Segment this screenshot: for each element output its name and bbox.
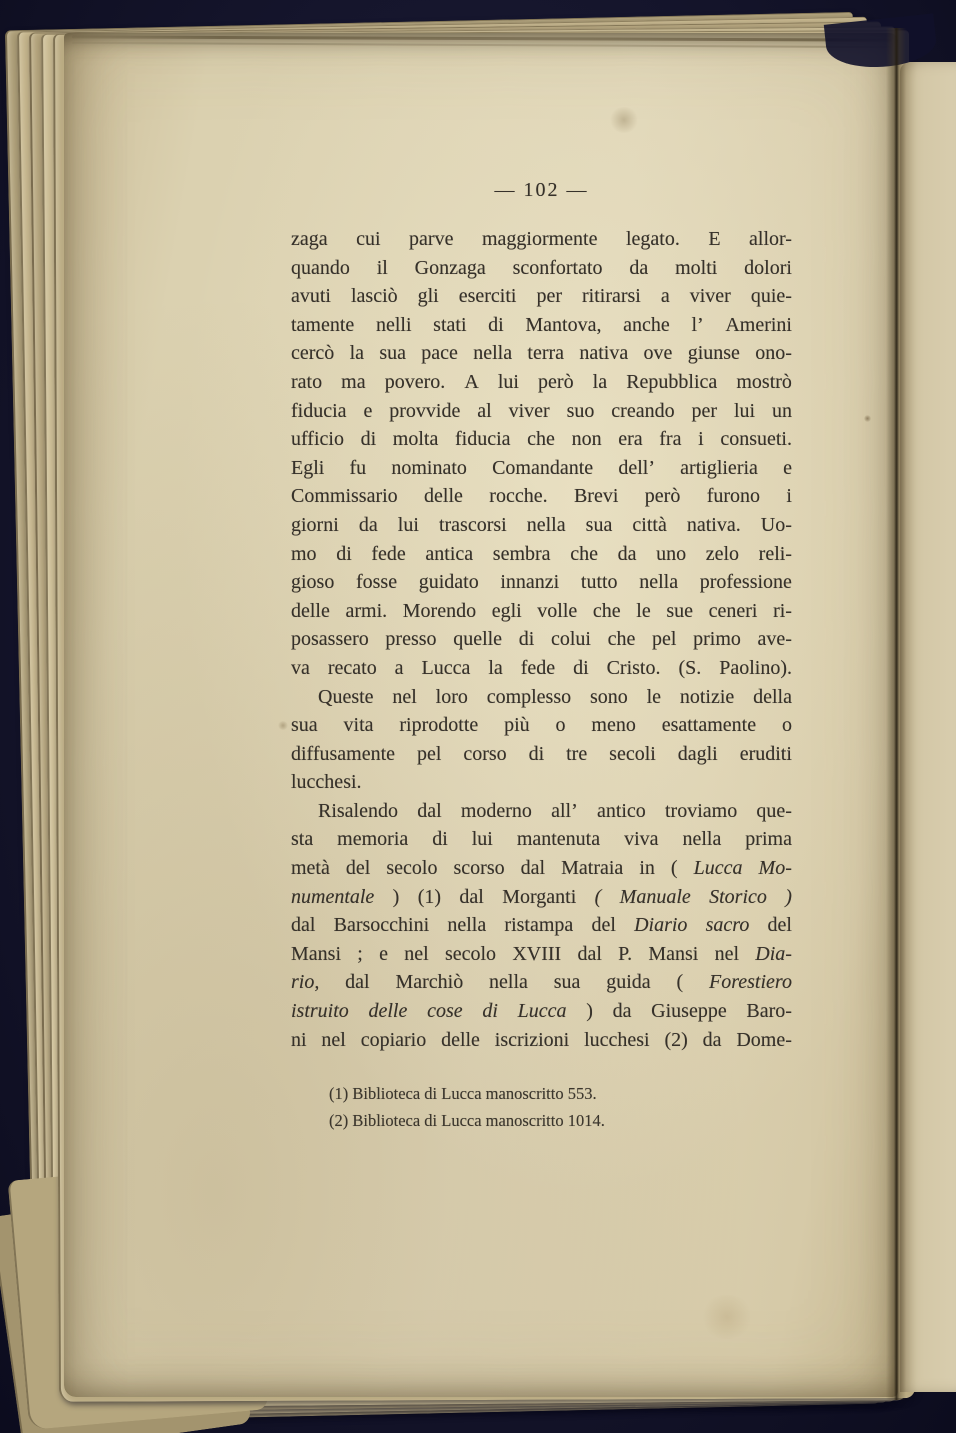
word: prima xyxy=(745,828,792,851)
word: ( xyxy=(676,971,684,994)
word: professione xyxy=(699,571,792,594)
word: pel xyxy=(416,742,442,765)
word: ri- xyxy=(773,599,792,622)
word: gli xyxy=(417,285,439,308)
footnote: (2) Biblioteca di Lucca manoscritto 1014. xyxy=(329,1111,605,1131)
page-top-edge xyxy=(72,35,892,41)
word: il xyxy=(376,256,388,279)
word: Amerini xyxy=(725,313,792,336)
word: ono- xyxy=(755,342,792,365)
word: parve xyxy=(409,228,454,250)
word: secoli xyxy=(609,742,656,765)
word: a xyxy=(394,656,404,679)
word: nativa xyxy=(579,342,629,365)
word: loro xyxy=(435,685,468,708)
word: che xyxy=(570,542,598,565)
word: rio, xyxy=(291,971,320,994)
word: di xyxy=(518,628,535,651)
word: dal xyxy=(417,799,442,822)
word: sono xyxy=(589,685,628,708)
word: trascorsi xyxy=(438,513,507,536)
word: moderno xyxy=(460,799,532,822)
word: delle xyxy=(424,485,463,508)
text-line xyxy=(291,740,792,769)
word: dolori xyxy=(744,256,792,279)
word: sua xyxy=(291,714,318,737)
word: di xyxy=(488,313,504,336)
word: Egli xyxy=(291,456,325,479)
text-line xyxy=(291,597,792,626)
word: non xyxy=(571,428,602,451)
word: antico xyxy=(596,799,646,822)
word: ceneri xyxy=(708,599,758,622)
word: delle xyxy=(441,1028,480,1051)
word: avuti xyxy=(291,285,331,308)
word: Mantova, xyxy=(525,313,602,336)
text-line xyxy=(291,339,792,368)
word: ave- xyxy=(757,628,792,651)
word: Matraia xyxy=(561,857,624,880)
word: P. xyxy=(618,942,633,965)
word: ) xyxy=(785,885,792,908)
word: Forestiero xyxy=(709,971,792,994)
word: consueti. xyxy=(720,428,792,451)
word: nominato xyxy=(391,456,467,479)
word: Brevi xyxy=(573,485,619,508)
word: provvide xyxy=(389,399,461,422)
text-line xyxy=(291,940,792,969)
word: lasciò xyxy=(350,285,398,308)
footnote: (1) Biblioteca di Lucca manoscritto 553. xyxy=(329,1084,597,1104)
word: zaga xyxy=(291,228,328,250)
word: mantenuta xyxy=(516,828,601,851)
word: ) xyxy=(586,1000,593,1023)
word: la xyxy=(592,370,608,393)
word: all’ xyxy=(551,799,578,822)
word: corso xyxy=(463,742,507,765)
word: legato. xyxy=(625,228,680,250)
word: colui xyxy=(550,628,591,651)
word: dal xyxy=(520,857,546,880)
word: fiducia xyxy=(454,428,511,451)
word: sta xyxy=(291,828,314,851)
word: molti xyxy=(675,256,718,279)
word: era xyxy=(618,428,643,451)
word: nella xyxy=(447,914,487,937)
text-line xyxy=(291,568,792,597)
word: dell’ xyxy=(618,456,655,479)
word: sembra xyxy=(492,542,551,565)
word: e xyxy=(379,942,388,965)
word: istruito xyxy=(291,1000,349,1023)
word: complesso xyxy=(486,685,572,708)
word: recato xyxy=(327,656,377,679)
word: creando xyxy=(611,399,675,422)
word: Diario xyxy=(634,914,688,937)
word: quando xyxy=(291,256,350,279)
word: nella xyxy=(489,971,528,994)
page-text-block xyxy=(291,179,792,1134)
word: per xyxy=(536,285,563,308)
word: che xyxy=(592,599,621,622)
paper-stain xyxy=(864,415,871,422)
word: A xyxy=(464,370,479,393)
page-body xyxy=(291,225,792,1054)
word: che xyxy=(527,428,555,451)
word: sacro xyxy=(705,914,750,937)
word: nativa. xyxy=(686,513,741,536)
word: dal xyxy=(345,971,370,994)
word: fede xyxy=(371,542,406,565)
text-line xyxy=(291,282,792,311)
word: quelle xyxy=(453,628,503,651)
word: l’ xyxy=(691,313,704,336)
word: nella xyxy=(682,828,722,851)
word: anche xyxy=(623,313,670,336)
word: o xyxy=(555,714,566,737)
word: di xyxy=(336,542,352,565)
text-line xyxy=(291,854,792,883)
word: e xyxy=(783,456,792,479)
word: delle xyxy=(368,1000,408,1023)
word: Morendo xyxy=(402,599,477,622)
word: nel xyxy=(321,1028,346,1051)
word: dal xyxy=(459,885,484,908)
word: mo xyxy=(291,542,317,565)
text-line xyxy=(291,311,792,340)
word: Marchiò xyxy=(395,971,464,994)
word: Comandante xyxy=(492,456,594,479)
word: al xyxy=(477,399,492,422)
text-line xyxy=(291,683,792,712)
paper-stain xyxy=(609,107,639,133)
footnotes xyxy=(291,1080,792,1134)
word: sconfortato xyxy=(512,256,603,279)
adjacent-page xyxy=(900,62,956,1392)
word: tamente xyxy=(291,313,355,336)
word: o xyxy=(781,714,792,737)
word: ristampa xyxy=(504,914,574,937)
word: tutto xyxy=(580,571,618,594)
word: stati xyxy=(433,313,467,336)
word: ma xyxy=(341,370,366,393)
word: viver xyxy=(689,285,731,308)
word: nella xyxy=(526,513,566,536)
word: però xyxy=(538,370,574,393)
word: Repubblica xyxy=(626,370,718,393)
word: Dome- xyxy=(736,1028,792,1051)
word: a xyxy=(660,285,670,308)
word: egli xyxy=(491,599,522,622)
word: giorni xyxy=(291,513,339,536)
text-line xyxy=(291,482,792,511)
word: rato xyxy=(291,370,323,393)
word: di xyxy=(360,428,377,451)
word: E xyxy=(708,228,721,250)
word: lucchesi. xyxy=(291,771,362,794)
word: le xyxy=(636,599,651,622)
word: lui xyxy=(471,828,493,851)
word: eruditi xyxy=(739,742,792,765)
text-line xyxy=(291,425,792,454)
word: guida xyxy=(606,971,651,994)
word: di xyxy=(482,1000,498,1023)
word: della xyxy=(753,685,792,708)
text-line xyxy=(291,997,792,1026)
word: fede xyxy=(520,656,556,679)
word: Cristo. xyxy=(606,656,661,679)
word: lui xyxy=(497,370,519,393)
word: povero. xyxy=(384,370,446,393)
word: di xyxy=(573,656,589,679)
word: primo xyxy=(693,628,741,651)
text-line xyxy=(291,625,792,654)
word: dal xyxy=(291,914,316,937)
word: le xyxy=(646,685,662,708)
word: suo xyxy=(566,399,595,422)
word: i xyxy=(786,485,792,508)
word: città xyxy=(632,513,667,536)
word: Queste xyxy=(318,685,374,708)
page-top-edge xyxy=(72,42,892,48)
word: secolo xyxy=(386,857,438,880)
word: Uo- xyxy=(760,513,792,536)
word: per xyxy=(691,399,718,422)
word: ritirarsi xyxy=(582,285,641,308)
word: lucchesi xyxy=(584,1028,650,1051)
word: Gonzaga xyxy=(414,256,486,279)
word: que- xyxy=(756,799,792,822)
word: innanzi xyxy=(500,571,560,594)
text-line xyxy=(291,368,792,397)
word: cose xyxy=(427,1000,463,1023)
word: (2) xyxy=(664,1028,688,1051)
text-line xyxy=(291,711,792,740)
word: nel xyxy=(392,685,417,708)
word: la xyxy=(349,342,365,365)
text-line xyxy=(291,511,792,540)
word: (S. xyxy=(678,656,702,679)
word: i xyxy=(698,428,704,451)
text-line xyxy=(291,825,792,854)
word: guidato xyxy=(418,571,479,594)
word: Lucca xyxy=(693,857,743,880)
word: allor- xyxy=(749,228,792,250)
word: ni xyxy=(291,1028,307,1051)
word: gioso xyxy=(291,571,335,594)
word: dagli xyxy=(677,742,718,765)
text-line xyxy=(291,883,792,912)
word: Mansi xyxy=(648,942,699,965)
word: furono xyxy=(706,485,761,508)
word: Mansi xyxy=(291,942,341,965)
word: però xyxy=(644,485,681,508)
word: vita xyxy=(343,714,374,737)
word: artiglieria xyxy=(680,456,758,479)
word: di xyxy=(432,828,448,851)
word: meno xyxy=(591,714,636,737)
word: mostrò xyxy=(736,370,792,393)
word: del xyxy=(345,857,371,880)
word: pace xyxy=(421,342,458,365)
word: cercò xyxy=(291,342,335,365)
text-line xyxy=(291,968,792,997)
word: memoria xyxy=(337,828,409,851)
word: nel xyxy=(714,942,740,965)
text-line xyxy=(291,454,792,483)
word: reli- xyxy=(758,542,792,565)
word: ( xyxy=(594,885,602,908)
word: sua xyxy=(585,513,613,536)
paper-stain xyxy=(700,1295,754,1339)
word: Barsocchini xyxy=(333,914,430,937)
word: del xyxy=(591,914,616,937)
word: da xyxy=(612,1000,632,1023)
page-number: — 102 — xyxy=(494,179,589,201)
word: Mo- xyxy=(758,857,792,880)
word: delle xyxy=(291,599,330,622)
word: rocche. xyxy=(489,485,548,508)
word: terra xyxy=(527,342,565,365)
word: sua xyxy=(553,971,581,994)
word: Storico xyxy=(709,885,767,908)
word: armi. xyxy=(345,599,388,622)
word: viver xyxy=(508,399,550,422)
text-line xyxy=(291,254,792,283)
word: di xyxy=(528,742,545,765)
word: quie- xyxy=(750,285,792,308)
word: posassero xyxy=(291,628,369,651)
word: ove xyxy=(643,342,673,365)
word: eserciti xyxy=(458,285,517,308)
word: XVIII xyxy=(512,942,562,965)
word: antica xyxy=(425,542,474,565)
word: nel xyxy=(404,942,429,965)
paper-stain xyxy=(278,721,288,730)
word: del xyxy=(767,914,792,937)
word: ( xyxy=(670,857,678,880)
word: Risalendo xyxy=(318,799,398,822)
word: (1) xyxy=(417,885,442,908)
word: la xyxy=(488,656,503,679)
word: fra xyxy=(659,428,682,451)
book-page xyxy=(64,33,898,1397)
word: sue xyxy=(666,599,693,622)
text-line xyxy=(291,397,792,426)
word: volle xyxy=(537,599,578,622)
text-line xyxy=(291,225,792,254)
word: da xyxy=(629,256,649,279)
word: nella xyxy=(639,571,679,594)
word: copiario xyxy=(360,1028,427,1051)
word: nelli xyxy=(375,313,412,336)
word: secolo xyxy=(444,942,497,965)
word: dal xyxy=(577,942,602,965)
word: iscrizioni xyxy=(494,1028,570,1051)
text-line xyxy=(291,911,792,940)
word: Dia- xyxy=(755,942,792,965)
word: metà xyxy=(291,857,330,880)
book-gutter xyxy=(886,28,906,1400)
word: fiducia xyxy=(291,399,347,422)
text-line xyxy=(291,768,792,797)
text-line xyxy=(291,654,792,683)
word: Giuseppe xyxy=(651,1000,727,1023)
word: esattamente xyxy=(661,714,757,737)
word: da xyxy=(358,513,378,536)
word: da xyxy=(617,542,637,565)
word: numentale xyxy=(291,885,375,908)
word: presso xyxy=(385,628,437,651)
word: in xyxy=(639,857,655,880)
word: giunse xyxy=(687,342,740,365)
word: molta xyxy=(392,428,439,451)
word: viva xyxy=(624,828,659,851)
word: maggiormente xyxy=(481,228,598,250)
word: lui xyxy=(733,399,756,422)
word: Baro- xyxy=(746,1000,792,1023)
word: Paolino). xyxy=(719,656,792,679)
word: tre xyxy=(566,742,588,765)
word: fu xyxy=(349,456,367,479)
word: un xyxy=(771,399,792,422)
word: va xyxy=(291,656,310,679)
word: sua xyxy=(379,342,406,365)
word: riprodotte xyxy=(399,714,479,737)
word: cui xyxy=(356,228,381,250)
word: scorso xyxy=(453,857,505,880)
word: diffusamente xyxy=(291,742,396,765)
text-line xyxy=(291,1026,792,1055)
word: zelo xyxy=(705,542,740,565)
word: Lucca xyxy=(421,656,471,679)
word: da xyxy=(702,1028,722,1051)
word: fosse xyxy=(355,571,398,594)
word: ; xyxy=(357,942,363,965)
word: troviamo xyxy=(665,799,738,822)
text-line xyxy=(291,540,792,569)
word: e xyxy=(363,399,373,422)
word: lui xyxy=(397,513,419,536)
word: più xyxy=(504,714,530,737)
word: Morganti xyxy=(502,885,577,908)
word: che xyxy=(607,628,636,651)
word: ufficio xyxy=(291,428,344,451)
text-line xyxy=(291,797,792,826)
word: notizie xyxy=(679,685,735,708)
word: Lucca xyxy=(517,1000,567,1023)
word: uno xyxy=(656,542,687,565)
word: Manuale xyxy=(619,885,691,908)
word: pel xyxy=(652,628,677,651)
word: nella xyxy=(473,342,513,365)
word: Commissario xyxy=(291,485,398,508)
word: ) xyxy=(392,885,400,908)
